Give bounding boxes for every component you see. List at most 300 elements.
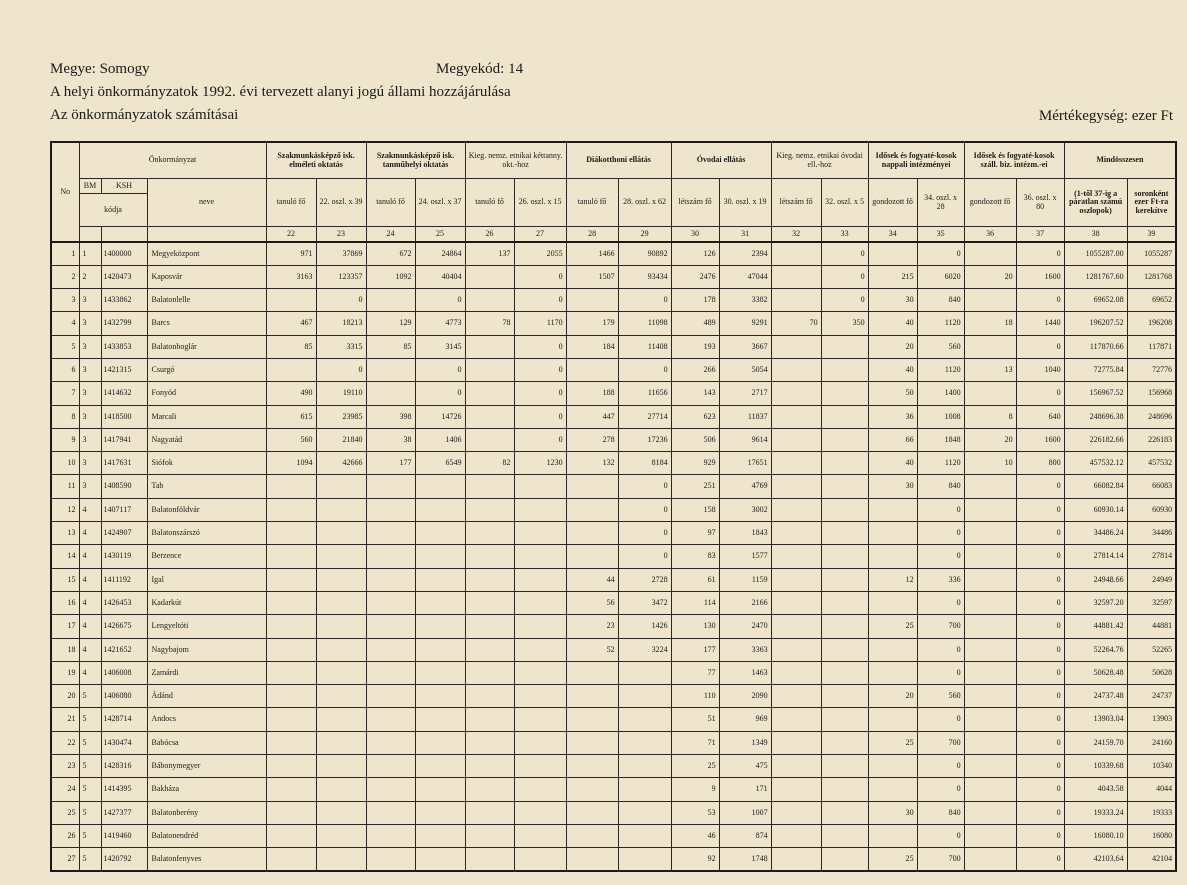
cell-bm: 3: [79, 382, 101, 405]
cell-c35: 1120: [917, 358, 964, 381]
col-neve-header: neve: [147, 179, 266, 227]
cell-c33: [821, 545, 868, 568]
cell-c27: 1170: [514, 312, 566, 335]
cell-c29: 11408: [618, 335, 671, 358]
cell-c30: 61: [671, 568, 719, 591]
table-row: [51, 452, 1176, 475]
cell-c38: 1281767.60: [1064, 265, 1127, 288]
cell-c22: [266, 522, 316, 545]
cell-c33: [821, 708, 868, 731]
cell-c35: 840: [917, 475, 964, 498]
table-row: [51, 568, 1176, 591]
cell-c32: [771, 242, 821, 265]
cell-c34: [868, 778, 917, 801]
cell-c33: [821, 848, 868, 871]
sub-header-39: soronként ezer Ft-ra kerekítve: [1127, 179, 1176, 227]
document-title: A helyi önkormányzatok 1992. évi tervezett alanyi jogú állami hozzájárulása: [50, 84, 511, 100]
cell-c25: [415, 522, 465, 545]
cell-c26: [465, 428, 514, 451]
cell-c26: [465, 335, 514, 358]
cell-c38: 226182.66: [1064, 428, 1127, 451]
cell-no: 12: [51, 498, 79, 521]
cell-c25: [415, 545, 465, 568]
cell-c34: 215: [868, 265, 917, 288]
cell-c39: 44881: [1127, 615, 1176, 638]
cell-c23: 37869: [316, 242, 366, 265]
cell-c36: [964, 685, 1016, 708]
cell-name: Kaposvár: [147, 265, 266, 288]
cell-c27: [514, 638, 566, 661]
cell-c27: [514, 498, 566, 521]
cell-c38: 44881.42: [1064, 615, 1127, 638]
cell-c38: 27814.14: [1064, 545, 1127, 568]
cell-c37: 0: [1016, 568, 1064, 591]
cell-c38: 10339.68: [1064, 755, 1127, 778]
cell-name: Barcs: [147, 312, 266, 335]
cell-c28: 184: [566, 335, 618, 358]
cell-c36: 13: [964, 358, 1016, 381]
cell-c25: 6549: [415, 452, 465, 475]
cell-c36: [964, 568, 1016, 591]
cell-c29: 0: [618, 289, 671, 312]
cell-ksh: 1426675: [101, 615, 147, 638]
cell-c31: 3002: [719, 498, 771, 521]
cell-c25: 0: [415, 289, 465, 312]
cell-name: Bábonymegyer: [147, 755, 266, 778]
cell-c29: 0: [618, 522, 671, 545]
col-no-header: No: [51, 142, 79, 242]
cell-c37: 0: [1016, 848, 1064, 871]
cell-c36: [964, 708, 1016, 731]
col-number-22: 22: [266, 227, 316, 243]
cell-c24: [366, 358, 415, 381]
cell-c28: 23: [566, 615, 618, 638]
cell-c24: [366, 382, 415, 405]
cell-c27: [514, 778, 566, 801]
cell-c28: [566, 685, 618, 708]
cell-c29: [618, 731, 671, 754]
cell-c32: [771, 778, 821, 801]
cell-c38: 1055287.00: [1064, 242, 1127, 265]
table-row: [51, 731, 1176, 754]
cell-c27: [514, 824, 566, 847]
cell-c32: [771, 428, 821, 451]
cell-c25: [415, 661, 465, 684]
cell-c27: 0: [514, 335, 566, 358]
cell-c31: 4769: [719, 475, 771, 498]
cell-ksh: 1427377: [101, 801, 147, 824]
cell-c39: 196208: [1127, 312, 1176, 335]
cell-no: 27: [51, 848, 79, 871]
cell-c27: [514, 755, 566, 778]
sub-header-38: (1-től 37-ig a páratlan számú oszlopok): [1064, 179, 1127, 227]
cell-c31: 171: [719, 778, 771, 801]
cell-c23: [316, 731, 366, 754]
cell-c23: [316, 848, 366, 871]
cell-c35: 1008: [917, 405, 964, 428]
cell-c28: [566, 755, 618, 778]
col-onkormanyzat-header: Önkormányzat: [79, 142, 266, 179]
cell-c29: 93434: [618, 265, 671, 288]
cell-bm: 3: [79, 428, 101, 451]
cell-c39: 24160: [1127, 731, 1176, 754]
cell-c39: 32597: [1127, 591, 1176, 614]
cell-c37: 0: [1016, 382, 1064, 405]
cell-c35: 0: [917, 755, 964, 778]
cell-c34: 40: [868, 312, 917, 335]
cell-c31: 475: [719, 755, 771, 778]
cell-c36: [964, 778, 1016, 801]
cell-c28: 1466: [566, 242, 618, 265]
cell-c31: 1349: [719, 731, 771, 754]
cell-c23: 18213: [316, 312, 366, 335]
cell-ksh: 1414632: [101, 382, 147, 405]
cell-c34: [868, 708, 917, 731]
cell-c34: 25: [868, 848, 917, 871]
cell-c29: 27714: [618, 405, 671, 428]
cell-c22: [266, 685, 316, 708]
cell-c29: 17236: [618, 428, 671, 451]
table-row: [51, 615, 1176, 638]
cell-c34: 20: [868, 335, 917, 358]
cell-c31: 2090: [719, 685, 771, 708]
cell-c26: [465, 265, 514, 288]
cell-c34: [868, 545, 917, 568]
cell-c30: 506: [671, 428, 719, 451]
cell-c36: [964, 661, 1016, 684]
sub-header-27: 26. oszl. x 15: [514, 179, 566, 227]
cell-c30: 158: [671, 498, 719, 521]
cell-bm: 5: [79, 848, 101, 871]
table-row: [51, 755, 1176, 778]
cell-c22: [266, 848, 316, 871]
cell-c22: [266, 358, 316, 381]
cell-c25: [415, 638, 465, 661]
cell-c23: [316, 778, 366, 801]
cell-c34: 36: [868, 405, 917, 428]
cell-c28: 1507: [566, 265, 618, 288]
cell-c26: [465, 755, 514, 778]
cell-c24: [366, 685, 415, 708]
col-number-27: 27: [514, 227, 566, 243]
cell-c37: 0: [1016, 615, 1064, 638]
cell-c25: [415, 824, 465, 847]
col-number-34: 34: [868, 227, 917, 243]
cell-c37: 1600: [1016, 265, 1064, 288]
cell-c30: 114: [671, 591, 719, 614]
cell-c32: [771, 591, 821, 614]
cell-bm: 3: [79, 335, 101, 358]
cell-c33: [821, 335, 868, 358]
cell-c34: [868, 242, 917, 265]
cell-c30: 92: [671, 848, 719, 871]
cell-c22: 85: [266, 335, 316, 358]
cell-c37: 0: [1016, 289, 1064, 312]
cell-c36: [964, 289, 1016, 312]
cell-c32: [771, 498, 821, 521]
col-number-24: 24: [366, 227, 415, 243]
cell-c26: [465, 848, 514, 871]
cell-ksh: 1417631: [101, 452, 147, 475]
cell-c25: [415, 801, 465, 824]
cell-c27: [514, 708, 566, 731]
cell-c37: 0: [1016, 685, 1064, 708]
cell-no: 3: [51, 289, 79, 312]
cell-c33: [821, 428, 868, 451]
cell-bm: 5: [79, 824, 101, 847]
cell-c22: [266, 475, 316, 498]
cell-c30: 177: [671, 638, 719, 661]
cell-c22: [266, 615, 316, 638]
cell-c34: 25: [868, 731, 917, 754]
cell-c31: 1748: [719, 848, 771, 871]
cell-c35: 0: [917, 638, 964, 661]
cell-c35: 1120: [917, 452, 964, 475]
sub-header-25: 24. oszl. x 37: [415, 179, 465, 227]
sub-header-24: tanuló fő: [366, 179, 415, 227]
cell-c23: 0: [316, 358, 366, 381]
group-header-1: Szakmunkásképző isk. elméleti oktatás: [266, 142, 366, 179]
cell-c31: 2717: [719, 382, 771, 405]
cell-c23: [316, 824, 366, 847]
cell-c30: 46: [671, 824, 719, 847]
cell-c29: [618, 685, 671, 708]
cell-c25: 1406: [415, 428, 465, 451]
cell-c25: 14726: [415, 405, 465, 428]
unit-label: Mértékegység: ezer Ft: [1038, 108, 1173, 124]
cell-c34: [868, 591, 917, 614]
col-number-38: 38: [1064, 227, 1127, 243]
cell-c38: 117870.66: [1064, 335, 1127, 358]
cell-c33: 0: [821, 265, 868, 288]
cell-c32: [771, 824, 821, 847]
sub-header-36: gondozott fő: [964, 179, 1016, 227]
cell-no: 22: [51, 731, 79, 754]
cell-c26: 82: [465, 452, 514, 475]
cell-c33: 350: [821, 312, 868, 335]
cell-c28: [566, 661, 618, 684]
cell-no: 19: [51, 661, 79, 684]
cell-name: Balatonendréd: [147, 824, 266, 847]
col-number-30: 30: [671, 227, 719, 243]
cell-bm: 1: [79, 242, 101, 265]
cell-c23: 19110: [316, 382, 366, 405]
cell-no: 24: [51, 778, 79, 801]
cell-c24: 129: [366, 312, 415, 335]
cell-c38: 196207.52: [1064, 312, 1127, 335]
cell-c36: [964, 731, 1016, 754]
table-row: [51, 498, 1176, 521]
cell-c37: 640: [1016, 405, 1064, 428]
cell-c23: [316, 755, 366, 778]
group-header-4: Diákotthoni ellátás: [566, 142, 671, 179]
cell-c25: [415, 568, 465, 591]
cell-c31: 47044: [719, 265, 771, 288]
cell-c36: [964, 591, 1016, 614]
cell-name: Bakháza: [147, 778, 266, 801]
cell-ksh: 1432799: [101, 312, 147, 335]
cell-c37: 0: [1016, 242, 1064, 265]
cell-c30: 51: [671, 708, 719, 731]
cell-c26: [465, 591, 514, 614]
cell-name: Siófok: [147, 452, 266, 475]
sub-header-26: tanuló fő: [465, 179, 514, 227]
table-header: [51, 142, 1176, 242]
cell-bm: 5: [79, 685, 101, 708]
cell-c27: [514, 685, 566, 708]
cell-c33: [821, 522, 868, 545]
cell-c36: [964, 335, 1016, 358]
cell-c23: 23985: [316, 405, 366, 428]
cell-c28: [566, 801, 618, 824]
table-row: [51, 778, 1176, 801]
cell-c26: [465, 824, 514, 847]
cell-c32: [771, 522, 821, 545]
cell-c37: 1600: [1016, 428, 1064, 451]
cell-no: 20: [51, 685, 79, 708]
cell-c28: [566, 522, 618, 545]
cell-no: 1: [51, 242, 79, 265]
cell-c24: [366, 778, 415, 801]
group-header-6: Kieg. nemz. etnikai óvodai ell.-hoz: [771, 142, 868, 179]
cell-bm: 5: [79, 708, 101, 731]
cell-ksh: 1430119: [101, 545, 147, 568]
cell-c38: 69652.08: [1064, 289, 1127, 312]
cell-c38: 248696.38: [1064, 405, 1127, 428]
cell-c30: 193: [671, 335, 719, 358]
county-label: Megye: Somogy: [50, 61, 150, 77]
cell-c24: [366, 708, 415, 731]
cell-ksh: 1421315: [101, 358, 147, 381]
cell-c23: 0: [316, 289, 366, 312]
table-row: [51, 801, 1176, 824]
cell-c35: 1120: [917, 312, 964, 335]
cell-c29: [618, 708, 671, 731]
cell-c30: 623: [671, 405, 719, 428]
cell-c35: 840: [917, 289, 964, 312]
cell-c34: [868, 522, 917, 545]
cell-c39: 1055287: [1127, 242, 1176, 265]
cell-c32: [771, 568, 821, 591]
cell-ksh: 1418500: [101, 405, 147, 428]
cell-c35: 0: [917, 522, 964, 545]
cell-c23: [316, 591, 366, 614]
cell-c32: 70: [771, 312, 821, 335]
cell-c23: [316, 545, 366, 568]
cell-c29: 3224: [618, 638, 671, 661]
cell-bm: 3: [79, 452, 101, 475]
cell-c25: 0: [415, 382, 465, 405]
cell-c38: 32597.20: [1064, 591, 1127, 614]
cell-c27: [514, 661, 566, 684]
cell-ksh: 1433862: [101, 289, 147, 312]
cell-c37: 0: [1016, 755, 1064, 778]
cell-bm: 5: [79, 731, 101, 754]
cell-c28: 447: [566, 405, 618, 428]
cell-c39: 60930: [1127, 498, 1176, 521]
cell-c32: [771, 661, 821, 684]
cell-c30: 77: [671, 661, 719, 684]
cell-c27: 2055: [514, 242, 566, 265]
cell-ksh: 1419460: [101, 824, 147, 847]
table-row: [51, 522, 1176, 545]
cell-c24: 85: [366, 335, 415, 358]
cell-c27: [514, 731, 566, 754]
cell-c30: 9: [671, 778, 719, 801]
cell-c38: 16080.10: [1064, 824, 1127, 847]
cell-c31: 1007: [719, 801, 771, 824]
cell-c35: 1848: [917, 428, 964, 451]
cell-c24: [366, 615, 415, 638]
cell-c37: 1040: [1016, 358, 1064, 381]
cell-c29: 1426: [618, 615, 671, 638]
cell-c35: 0: [917, 708, 964, 731]
cell-c35: 700: [917, 615, 964, 638]
sub-header-31: 30. oszl. x 19: [719, 179, 771, 227]
table-row: [51, 289, 1176, 312]
sub-header-22: tanuló fő: [266, 179, 316, 227]
cell-c32: [771, 545, 821, 568]
sub-header-34: gondozott fő: [868, 179, 917, 227]
cell-name: Csurgó: [147, 358, 266, 381]
cell-c36: [964, 242, 1016, 265]
cell-c27: [514, 545, 566, 568]
cell-name: Tab: [147, 475, 266, 498]
county-code-label: Megyekód: 14: [436, 61, 524, 77]
cell-c22: [266, 801, 316, 824]
cell-c34: 30: [868, 475, 917, 498]
cell-c25: 4773: [415, 312, 465, 335]
cell-c34: 40: [868, 358, 917, 381]
cell-bm: 4: [79, 568, 101, 591]
cell-c22: [266, 545, 316, 568]
cell-c33: [821, 382, 868, 405]
cell-c32: [771, 708, 821, 731]
cell-c24: [366, 522, 415, 545]
cell-c23: [316, 801, 366, 824]
cell-c26: [465, 731, 514, 754]
cell-c31: 17651: [719, 452, 771, 475]
cell-c38: 457532.12: [1064, 452, 1127, 475]
cell-c22: [266, 708, 316, 731]
cell-c39: 24737: [1127, 685, 1176, 708]
cell-c36: [964, 615, 1016, 638]
cell-c25: 0: [415, 358, 465, 381]
table-row: [51, 848, 1176, 871]
cell-c30: 489: [671, 312, 719, 335]
cell-c31: 874: [719, 824, 771, 847]
cell-c32: [771, 755, 821, 778]
cell-c29: [618, 824, 671, 847]
cell-ksh: 1424907: [101, 522, 147, 545]
table-row: [51, 638, 1176, 661]
cell-c34: 40: [868, 452, 917, 475]
cell-bm: 4: [79, 615, 101, 638]
cell-c38: 24948.66: [1064, 568, 1127, 591]
cell-c24: [366, 638, 415, 661]
cell-c22: 615: [266, 405, 316, 428]
cell-c30: 266: [671, 358, 719, 381]
cell-c35: 1400: [917, 382, 964, 405]
cell-c26: [465, 661, 514, 684]
cell-c28: [566, 824, 618, 847]
cell-c27: 0: [514, 382, 566, 405]
sub-header-33: 32. oszl. x 5: [821, 179, 868, 227]
cell-c27: [514, 848, 566, 871]
sub-header-32: létszám fő: [771, 179, 821, 227]
cell-c29: 8184: [618, 452, 671, 475]
cell-c24: [366, 498, 415, 521]
